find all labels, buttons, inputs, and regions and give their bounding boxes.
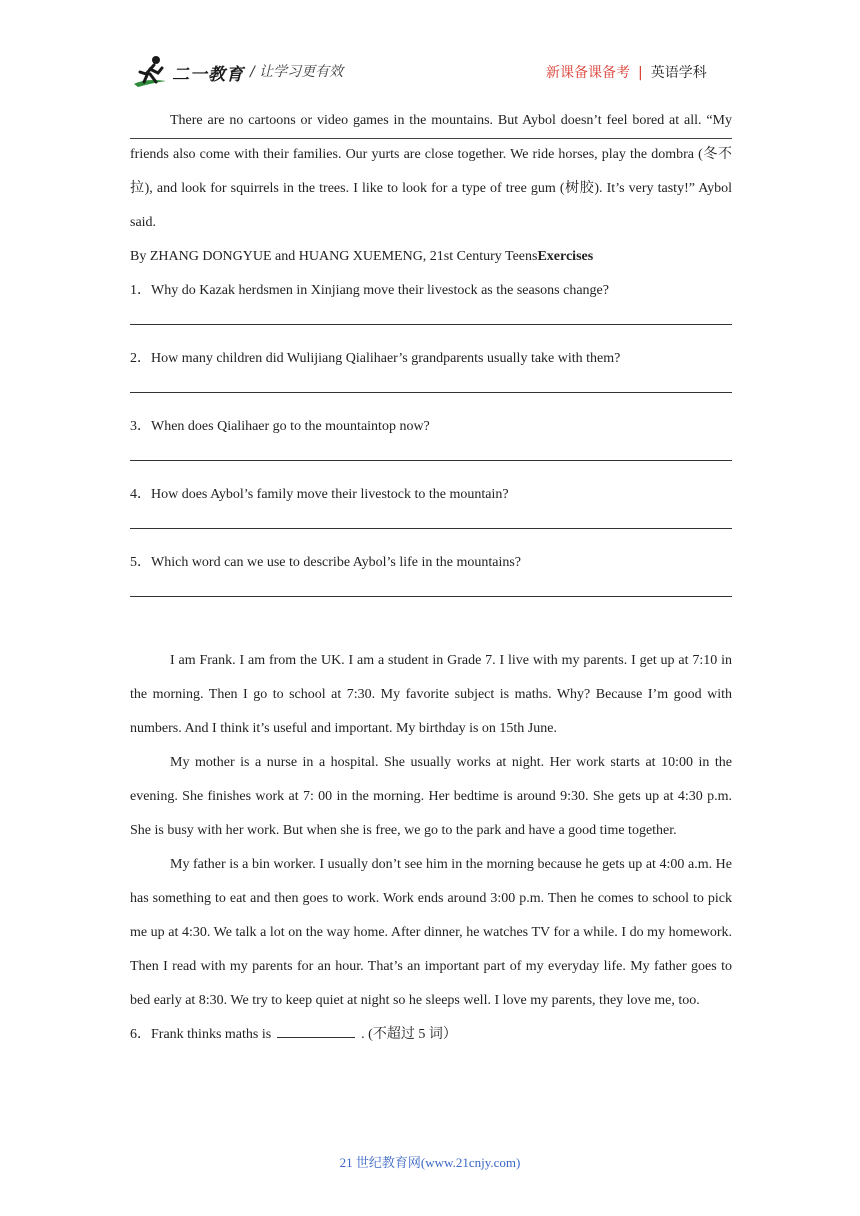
slogan: / 让学习更有效	[250, 64, 344, 80]
logo	[132, 54, 244, 88]
question-1	[130, 274, 732, 308]
byline-text: By ZHANG DONGYUE and HUANG XUEMENG, 21st Century Teens	[130, 249, 538, 264]
page-header	[0, 52, 860, 92]
section-gap	[130, 614, 732, 644]
question-3	[130, 410, 732, 444]
course-tag: 新课备课备考	[546, 65, 630, 81]
subject-tag	[546, 62, 707, 82]
question-text: How does Aybol’s family move their livestock to the mountain?	[151, 487, 509, 502]
question-4	[130, 478, 732, 512]
question-number: 3．	[130, 419, 151, 434]
page-footer[interactable]: 21 世纪教育网(www.21cnjy.com)	[339, 1155, 521, 1170]
question-text: Frank thinks maths is	[151, 1027, 272, 1042]
question-2	[130, 342, 732, 376]
runner-logo-icon	[132, 54, 172, 88]
question-number: 2．	[130, 351, 151, 366]
question-number: 5．	[130, 555, 151, 570]
subject-label: 英语学科	[650, 65, 707, 81]
question-text: Why do Kazak herdsmen in Xinjiang move their livestock as the seasons change?	[151, 283, 609, 298]
question-6	[130, 1018, 732, 1052]
logo-text: 二一教育	[172, 65, 244, 84]
tag-separator: |	[638, 65, 643, 81]
answer-line-1[interactable]	[130, 324, 732, 325]
question-note: . (不超过 5 词）	[361, 1027, 457, 1042]
passage1-paragraph: There are no cartoons or video games in the mountains. But Aybol doesn’t feel bored at all. “My friends also come with their families. Our yurts are close together. We ride horses, play the dombra (冬不拉), and look for squirrels in the trees. I like to look for a type of tree gum (树胶). It’s very tasty!” Aybol said.	[130, 113, 732, 230]
answer-line-3[interactable]	[130, 460, 732, 461]
question-number: 1．	[130, 283, 151, 298]
question-number: 4．	[130, 487, 151, 502]
passage2-paragraph-1: I am Frank. I am from the UK. I am a student in Grade 7. I live with my parents. I get up at 7:10 in the morning. Then I go to school at 7:30. My favorite subject is maths. Why? Because I’m good with numbers. And I think it’s useful and important. My birthday is on 15th June.	[130, 653, 732, 736]
byline	[130, 240, 732, 274]
question-text: Which word can we use to describe Aybol’s life in the mountains?	[151, 555, 522, 570]
exercises-heading: Exercises	[537, 249, 594, 264]
answer-line-4[interactable]	[130, 528, 732, 529]
question-number: 6．	[130, 1027, 151, 1042]
question-text: How many children did Wulijiang Qialihaer’s grandparents usually take with them?	[151, 351, 621, 366]
answer-line-2[interactable]	[130, 392, 732, 393]
question-text: When does Qialihaer go to the mountaintop now?	[151, 419, 430, 434]
answer-line-5[interactable]	[130, 596, 732, 597]
fill-in-blank[interactable]	[277, 1025, 355, 1038]
passage2-paragraph-3: My father is a bin worker. I usually don’t see him in the morning because he gets up at 4:00 a.m. He has something to eat and then goes to work. Work ends around 3:00 p.m. Then he comes to school to pick me up at 4:30. We talk a lot on the way home. After dinner, he watches TV for a while. I do my homework. Then I read with my parents for an hour. That’s an important part of my everyday life. My father goes to bed early at 8:30. We try to keep quiet at night so he sleeps well. I love my parents, they love me, too.	[130, 857, 732, 1008]
document-body	[130, 104, 732, 1052]
passage2-paragraph-2: My mother is a nurse in a hospital. She usually works at night. Her work starts at 10:00 in the evening. She finishes work at 7: 00 in the morning. Her bedtime is around 9:30. She gets up at 4:30 p.m. She is busy with her work. But when she is free, we go to the park and have a good time together.	[130, 755, 732, 838]
question-5	[130, 546, 732, 580]
